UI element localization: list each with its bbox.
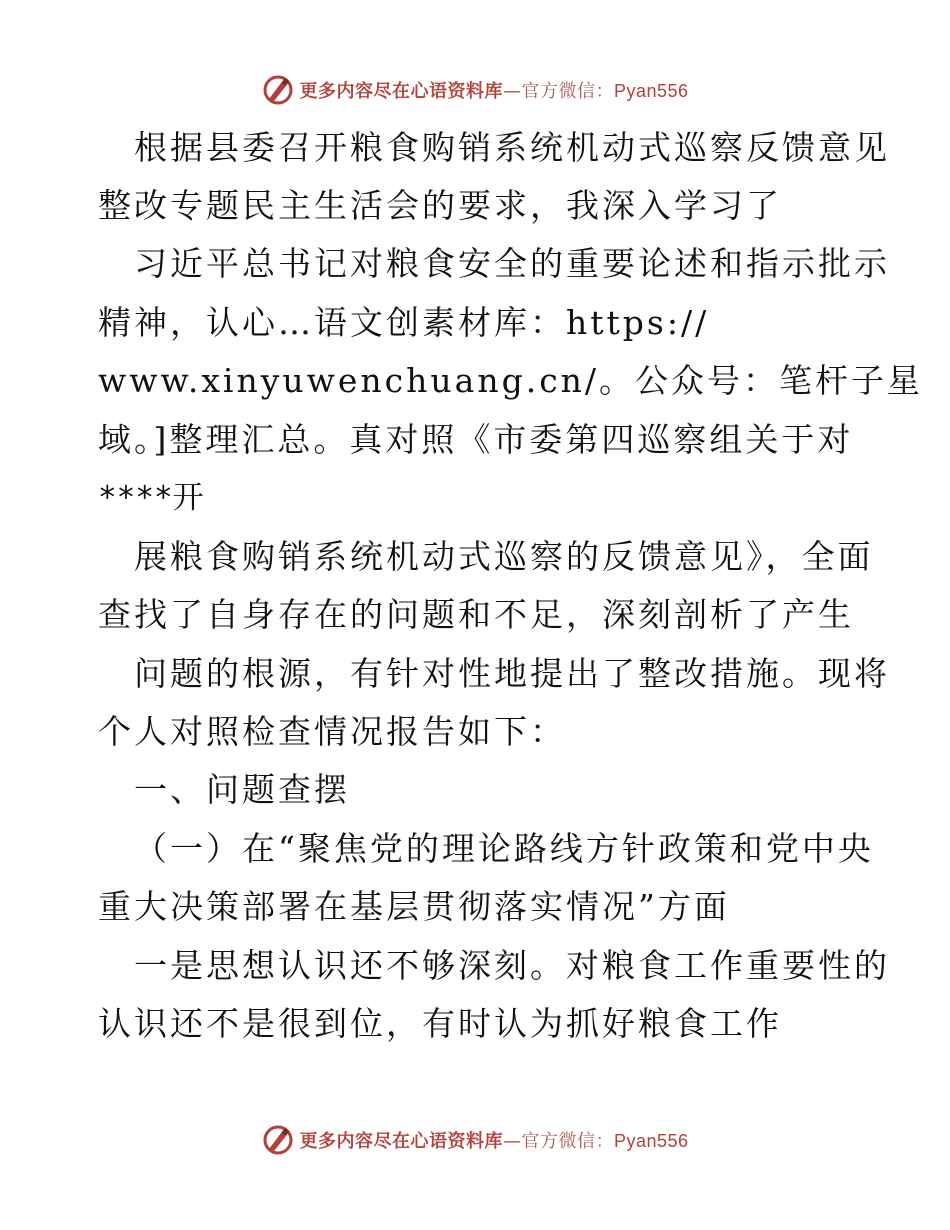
banner-brand: 更多内容尽在心语资料库 <box>299 81 503 102</box>
paragraph-line: 根据县委召开粮食购销系统机动式巡察反馈意见 <box>134 128 890 167</box>
footer-watermark-banner <box>0 1120 950 1160</box>
banner-dash: — <box>502 81 522 102</box>
paragraph-line: 个人对照检查情况报告如下： <box>98 712 566 751</box>
banner-dash: — <box>502 1131 522 1152</box>
paragraph-line: 一是思想认识还不够深刻。对粮食工作重要性的 <box>134 946 890 985</box>
paragraph-line: 认识还不是很到位，有时认为抓好粮食工作 <box>98 1004 782 1043</box>
paragraph-line: 问题的根源，有针对性地提出了整改措施。现将 <box>134 654 890 693</box>
paragraph-line: 重大决策部署在基层贯彻落实情况”方面 <box>98 887 730 926</box>
banner-wechat-id: Pyan556 <box>613 1131 689 1151</box>
paragraph-line: www.xinyuwenchuang.cn/。公众号：笔杆子星 <box>98 361 924 400</box>
pen-logo-icon <box>261 1123 295 1157</box>
paragraph-line: 展粮食购销系统机动式巡察的反馈意见》，全面 <box>134 537 874 576</box>
paragraph-line: ****开 <box>98 480 204 516</box>
section-heading: 一、问题查摆 <box>134 770 350 809</box>
banner-official-label: 官方微信： <box>521 1131 614 1152</box>
paragraph-line: 整改专题民主生活会的要求，我深入学习了 <box>98 186 782 225</box>
paragraph-line: 域。]整理汇总。真对照《市委第四巡察组关于对 <box>98 420 854 459</box>
banner-brand: 更多内容尽在心语资料库 <box>299 1131 503 1152</box>
banner-text <box>299 1127 688 1153</box>
banner-wechat-id: Pyan556 <box>613 81 689 101</box>
paragraph-line: 查找了自身存在的问题和不足，深刻剖析了产生 <box>98 595 854 634</box>
paragraph-line: 精神，认心…语文创素材库：https:// <box>98 303 710 342</box>
subsection-heading: （一）在“聚焦党的理论路线方针政策和党中央 <box>134 829 874 868</box>
paragraph-line: 习近平总书记对粮食安全的重要论述和指示批示 <box>134 244 890 283</box>
banner-official-label: 官方微信： <box>521 81 614 102</box>
